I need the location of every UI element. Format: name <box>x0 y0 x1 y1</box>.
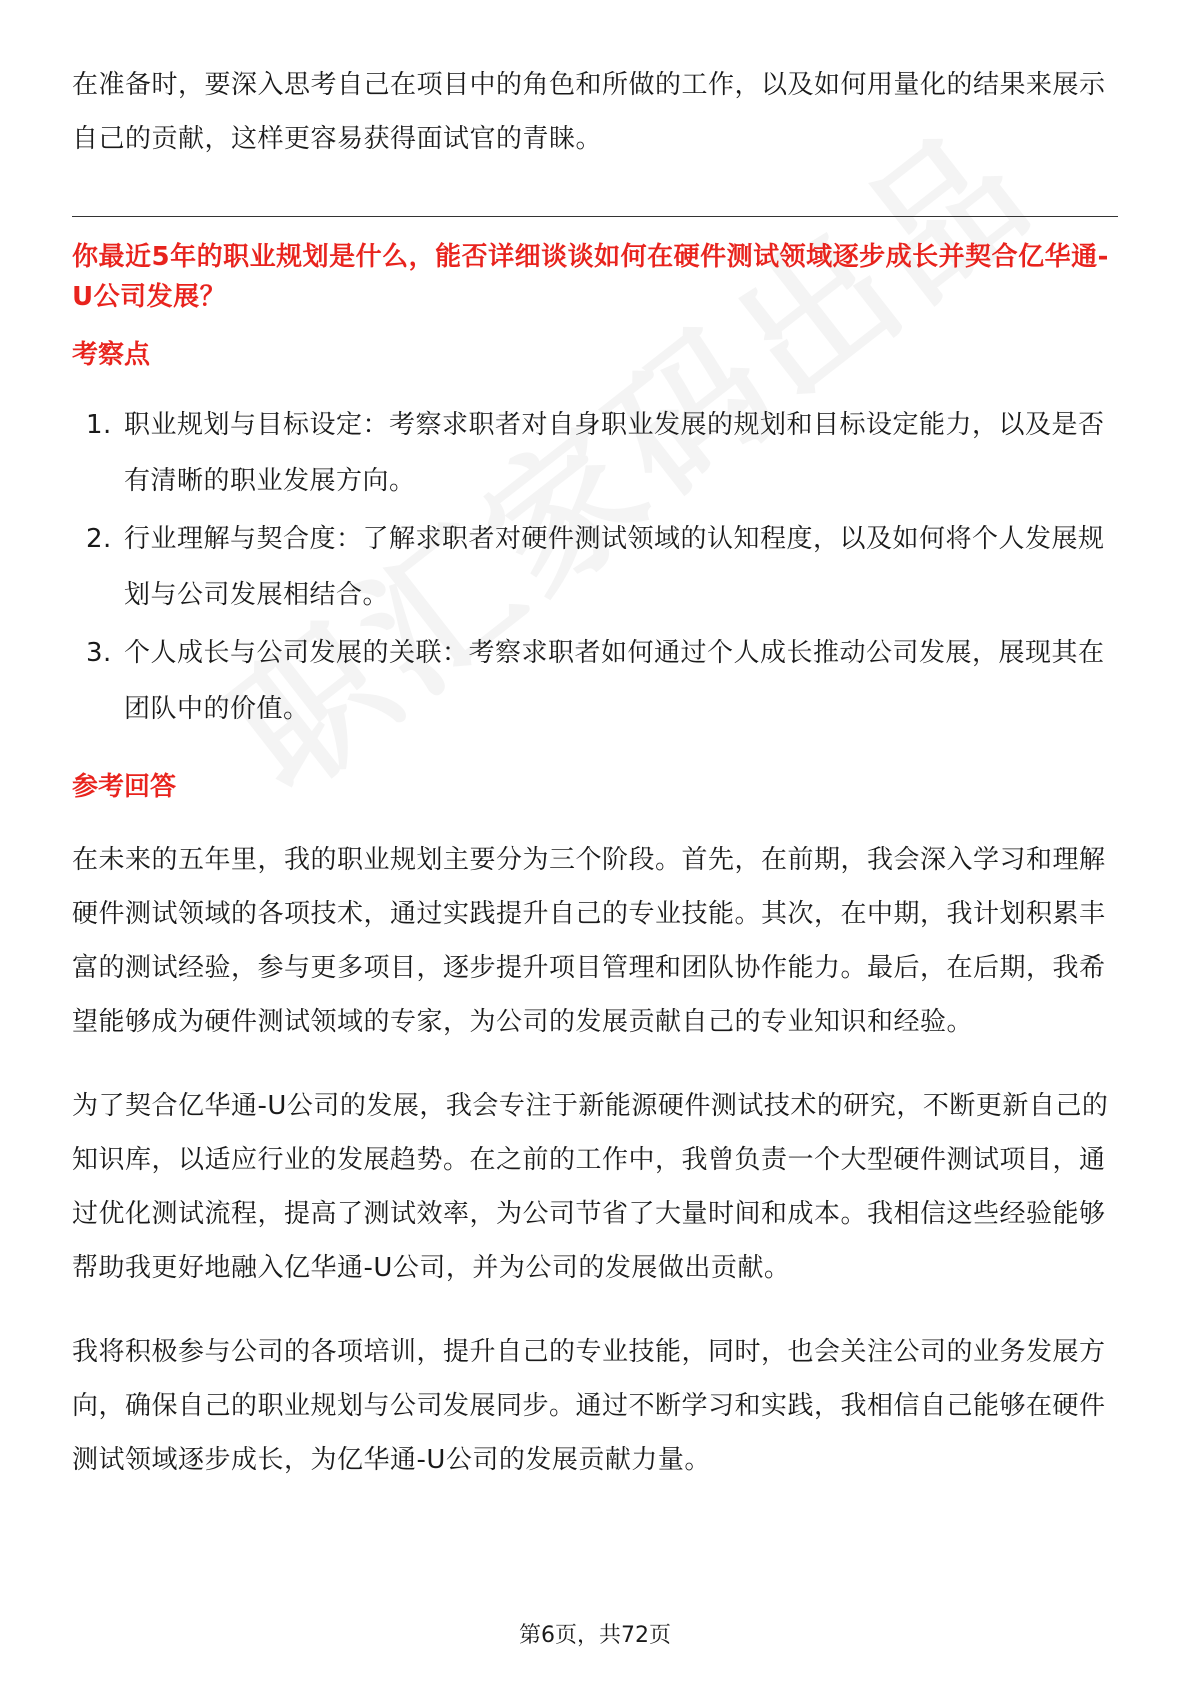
list-item <box>72 397 1118 509</box>
list-item <box>72 625 1118 737</box>
intro-paragraph: 在准备时，要深入思考自己在项目中的角色和所做的工作，以及如何用量化的结果来展示自己的贡献，这样更容易获得面试官的青睐。 <box>72 70 1106 154</box>
page-number: 第6页，共72页 <box>519 1623 671 1648</box>
answer-paragraph: 我将积极参与公司的各项培训，提升自己的专业技能，同时，也会关注公司的业务发展方向，确保自己的职业规划与公司发展同步。通过不断学习和实践，我相信自己能够在硬件测试领域逐步成长，为亿华通-U公司的发展贡献力量。 <box>72 1337 1106 1475</box>
document-page <box>72 0 1118 1487</box>
list-item-number: 1. <box>86 410 112 440</box>
answer-body <box>72 833 1118 1487</box>
list-item-text: 职业规划与目标设定：考察求职者对自身职业发展的规划和目标设定能力，以及是否有清晰的职业发展方向。 <box>124 410 1105 496</box>
list-item <box>72 511 1118 623</box>
examination-title: 考察点 <box>72 340 151 370</box>
list-item-text: 行业理解与契合度：了解求职者对硬件测试领域的认知程度，以及如何将个人发展规划与公司发展相结合。 <box>124 524 1105 610</box>
answer-title: 参考回答 <box>72 772 177 802</box>
list-item-text: 个人成长与公司发展的关联：考察求职者如何通过个人成长推动公司发展，展现其在团队中的价值。 <box>124 638 1105 724</box>
list-item-number: 3. <box>86 638 112 668</box>
examination-points-list <box>72 397 1118 737</box>
answer-paragraph: 在未来的五年里，我的职业规划主要分为三个阶段。首先，在前期，我会深入学习和理解硬件测试领域的各项技术，通过实践提升自己的专业技能。其次，在中期，我计划积累丰富的测试经验，参与更多项目，逐步提升项目管理和团队协作能力。最后，在后期，我希望能够成为硬件测试领域的专家，为公司的发展贡献自己的专业知识和经验。 <box>72 845 1106 1037</box>
answer-paragraph: 为了契合亿华通-U公司的发展，我会专注于新能源硬件测试技术的研究，不断更新自己的知识库，以适应行业的发展趋势。在之前的工作中，我曾负责一个大型硬件测试项目，通过优化测试流程，提高了测试效率，为公司节省了大量时间和成本。我相信这些经验能够帮助我更好地融入亿华通-U公司，并为公司的发展做出贡献。 <box>72 1091 1109 1283</box>
question-heading: 你最近5年的职业规划是什么，能否详细谈谈如何在硬件测试领域逐步成长并契合亿华通-U公司发展？ <box>72 242 1109 312</box>
list-item-number: 2. <box>86 524 112 554</box>
section-divider <box>72 216 1118 217</box>
